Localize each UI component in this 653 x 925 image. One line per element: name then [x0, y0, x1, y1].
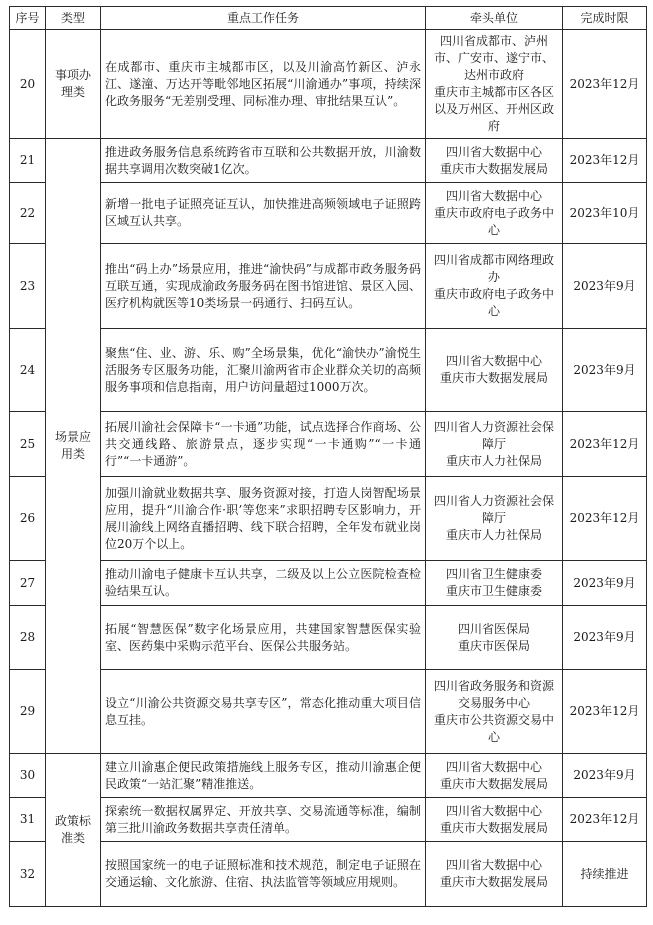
deadline-cell: 持续推进 — [563, 842, 647, 907]
deadline-cell: 2023年9月 — [563, 244, 647, 329]
row-no: 32 — [10, 842, 46, 907]
deadline-cell: 2023年9月 — [563, 606, 647, 670]
task-table — [9, 6, 647, 907]
task-cell: 拓展川渝社会保障卡“一卡通”功能，试点选择合作商场、公共交通线路、旅游景点，逐步实现“一卡通购”“一卡通行”“一卡通游”。 — [101, 412, 426, 477]
table-row — [10, 798, 647, 842]
table-row — [10, 842, 647, 907]
table-row — [10, 561, 647, 606]
row-no: 30 — [10, 754, 46, 798]
header-task: 重点工作任务 — [101, 7, 426, 30]
table-row — [10, 30, 647, 139]
row-no: 21 — [10, 139, 46, 183]
table-row — [10, 139, 647, 183]
lead-unit-cell: 四川省成都市网络理政办 重庆市政府电子政务中心 — [426, 244, 563, 329]
lead-unit-cell: 四川省人力资源社会保障厅 重庆市人力社保局 — [426, 412, 563, 477]
table-row — [10, 670, 647, 754]
table-row — [10, 754, 647, 798]
row-no: 20 — [10, 30, 46, 139]
deadline-cell: 2023年12月 — [563, 139, 647, 183]
category-cell: 事项办理类 — [46, 30, 101, 139]
lead-unit-cell: 四川省大数据中心 重庆市政府电子政务中心 — [426, 183, 563, 244]
task-cell: 聚焦“住、业、游、乐、购”全场景集，优化“渝快办”渝悦生活服务专区服务功能，汇聚川渝两省市企业群众关切的高频服务事项和信息指南，用户访问量超过1000万次。 — [101, 329, 426, 412]
header-due: 完成时限 — [563, 7, 647, 30]
task-cell: 在成都市、重庆市主城都市区，以及川渝高竹新区、泸永江、遂潼、万达开等毗邻地区拓展“川渝通办”事项，持续深化政务服务“无差别受理、同标准办理、审批结果互认”。 — [101, 30, 426, 139]
task-cell: 拓展“智慧医保”数字化场景应用，共建国家智慧医保实验室、医药集中采购示范平台、医保公共服务站。 — [101, 606, 426, 670]
task-cell: 推动川渝电子健康卡互认共享，二级及以上公立医院检查检验结果互认。 — [101, 561, 426, 606]
task-cell: 建立川渝惠企便民政策措施线上服务专区，推动川渝惠企便民政策“一站汇聚”精准推送。 — [101, 754, 426, 798]
deadline-cell: 2023年10月 — [563, 183, 647, 244]
deadline-cell: 2023年9月 — [563, 754, 647, 798]
table-row — [10, 329, 647, 412]
task-cell: 推出“码上办”场景应用，推进“渝快码”与成都市政务服务码互联互通，实现成渝政务服务码在图书馆进馆、景区入园、医疗机构就医等10类场景一码通行、扫码互认。 — [101, 244, 426, 329]
task-cell: 设立“川渝公共资源交易共享专区”，常态化推动重大项目信息互挂。 — [101, 670, 426, 754]
lead-unit-cell: 四川省大数据中心 重庆市大数据发展局 — [426, 798, 563, 842]
lead-unit-cell: 四川省大数据中心 重庆市大数据发展局 — [426, 842, 563, 907]
lead-unit-cell: 四川省政务服务和资源交易服务中心 重庆市公共资源交易中心 — [426, 670, 563, 754]
row-no: 27 — [10, 561, 46, 606]
lead-unit-cell: 四川省人力资源社会保障厅 重庆市人力社保局 — [426, 477, 563, 561]
header-no: 序号 — [10, 7, 46, 30]
row-no: 22 — [10, 183, 46, 244]
deadline-cell: 2023年9月 — [563, 561, 647, 606]
table-header-row — [10, 7, 647, 30]
row-no: 31 — [10, 798, 46, 842]
table-row — [10, 477, 647, 561]
lead-unit-cell: 四川省大数据中心 重庆市大数据发展局 — [426, 329, 563, 412]
lead-unit-cell: 四川省卫生健康委 重庆市卫生健康委 — [426, 561, 563, 606]
row-no: 29 — [10, 670, 46, 754]
deadline-cell: 2023年12月 — [563, 30, 647, 139]
header-type: 类型 — [46, 7, 101, 30]
deadline-cell: 2023年9月 — [563, 329, 647, 412]
table-row — [10, 412, 647, 477]
table-row — [10, 244, 647, 329]
row-no: 25 — [10, 412, 46, 477]
row-no: 28 — [10, 606, 46, 670]
lead-unit-cell: 四川省医保局 重庆市医保局 — [426, 606, 563, 670]
task-cell: 推进政务服务信息系统跨省市互联和公共数据开放，川渝数据共享调用次数突破1亿次。 — [101, 139, 426, 183]
deadline-cell: 2023年12月 — [563, 412, 647, 477]
task-cell: 探索统一数据权属界定、开放共享、交易流通等标准，编制第三批川渝政务数据共享责任清单。 — [101, 798, 426, 842]
row-no: 26 — [10, 477, 46, 561]
header-lead: 牵头单位 — [426, 7, 563, 30]
category-cell: 场景应用类 — [46, 139, 101, 754]
task-cell: 加强川渝就业数据共享、服务资源对接，打造人岗智配场景应用，提升“川渝合作·职’等您来”求职招聘专区影响力，开展川渝线上网络直播招聘、线下联合招聘，全年发布就业岗位20万个以上。 — [101, 477, 426, 561]
lead-unit-cell: 四川省成都市、泸州市、广安市、遂宁市、达州市政府 重庆市主城都市区各区以及万州区、开州区政府 — [426, 30, 563, 139]
row-no: 23 — [10, 244, 46, 329]
deadline-cell: 2023年12月 — [563, 477, 647, 561]
lead-unit-cell: 四川省大数据中心 重庆市大数据发展局 — [426, 754, 563, 798]
category-cell: 政策标准类 — [46, 754, 101, 907]
deadline-cell: 2023年12月 — [563, 798, 647, 842]
task-cell: 新增一批电子证照亮证互认，加快推进高频领域电子证照跨区域互认共享。 — [101, 183, 426, 244]
task-cell: 按照国家统一的电子证照标准和技术规范，制定电子证照在交通运输、文化旅游、住宿、执法监管等领域应用规则。 — [101, 842, 426, 907]
row-no: 24 — [10, 329, 46, 412]
table-row — [10, 606, 647, 670]
deadline-cell: 2023年12月 — [563, 670, 647, 754]
lead-unit-cell: 四川省大数据中心 重庆市大数据发展局 — [426, 139, 563, 183]
table-row — [10, 183, 647, 244]
